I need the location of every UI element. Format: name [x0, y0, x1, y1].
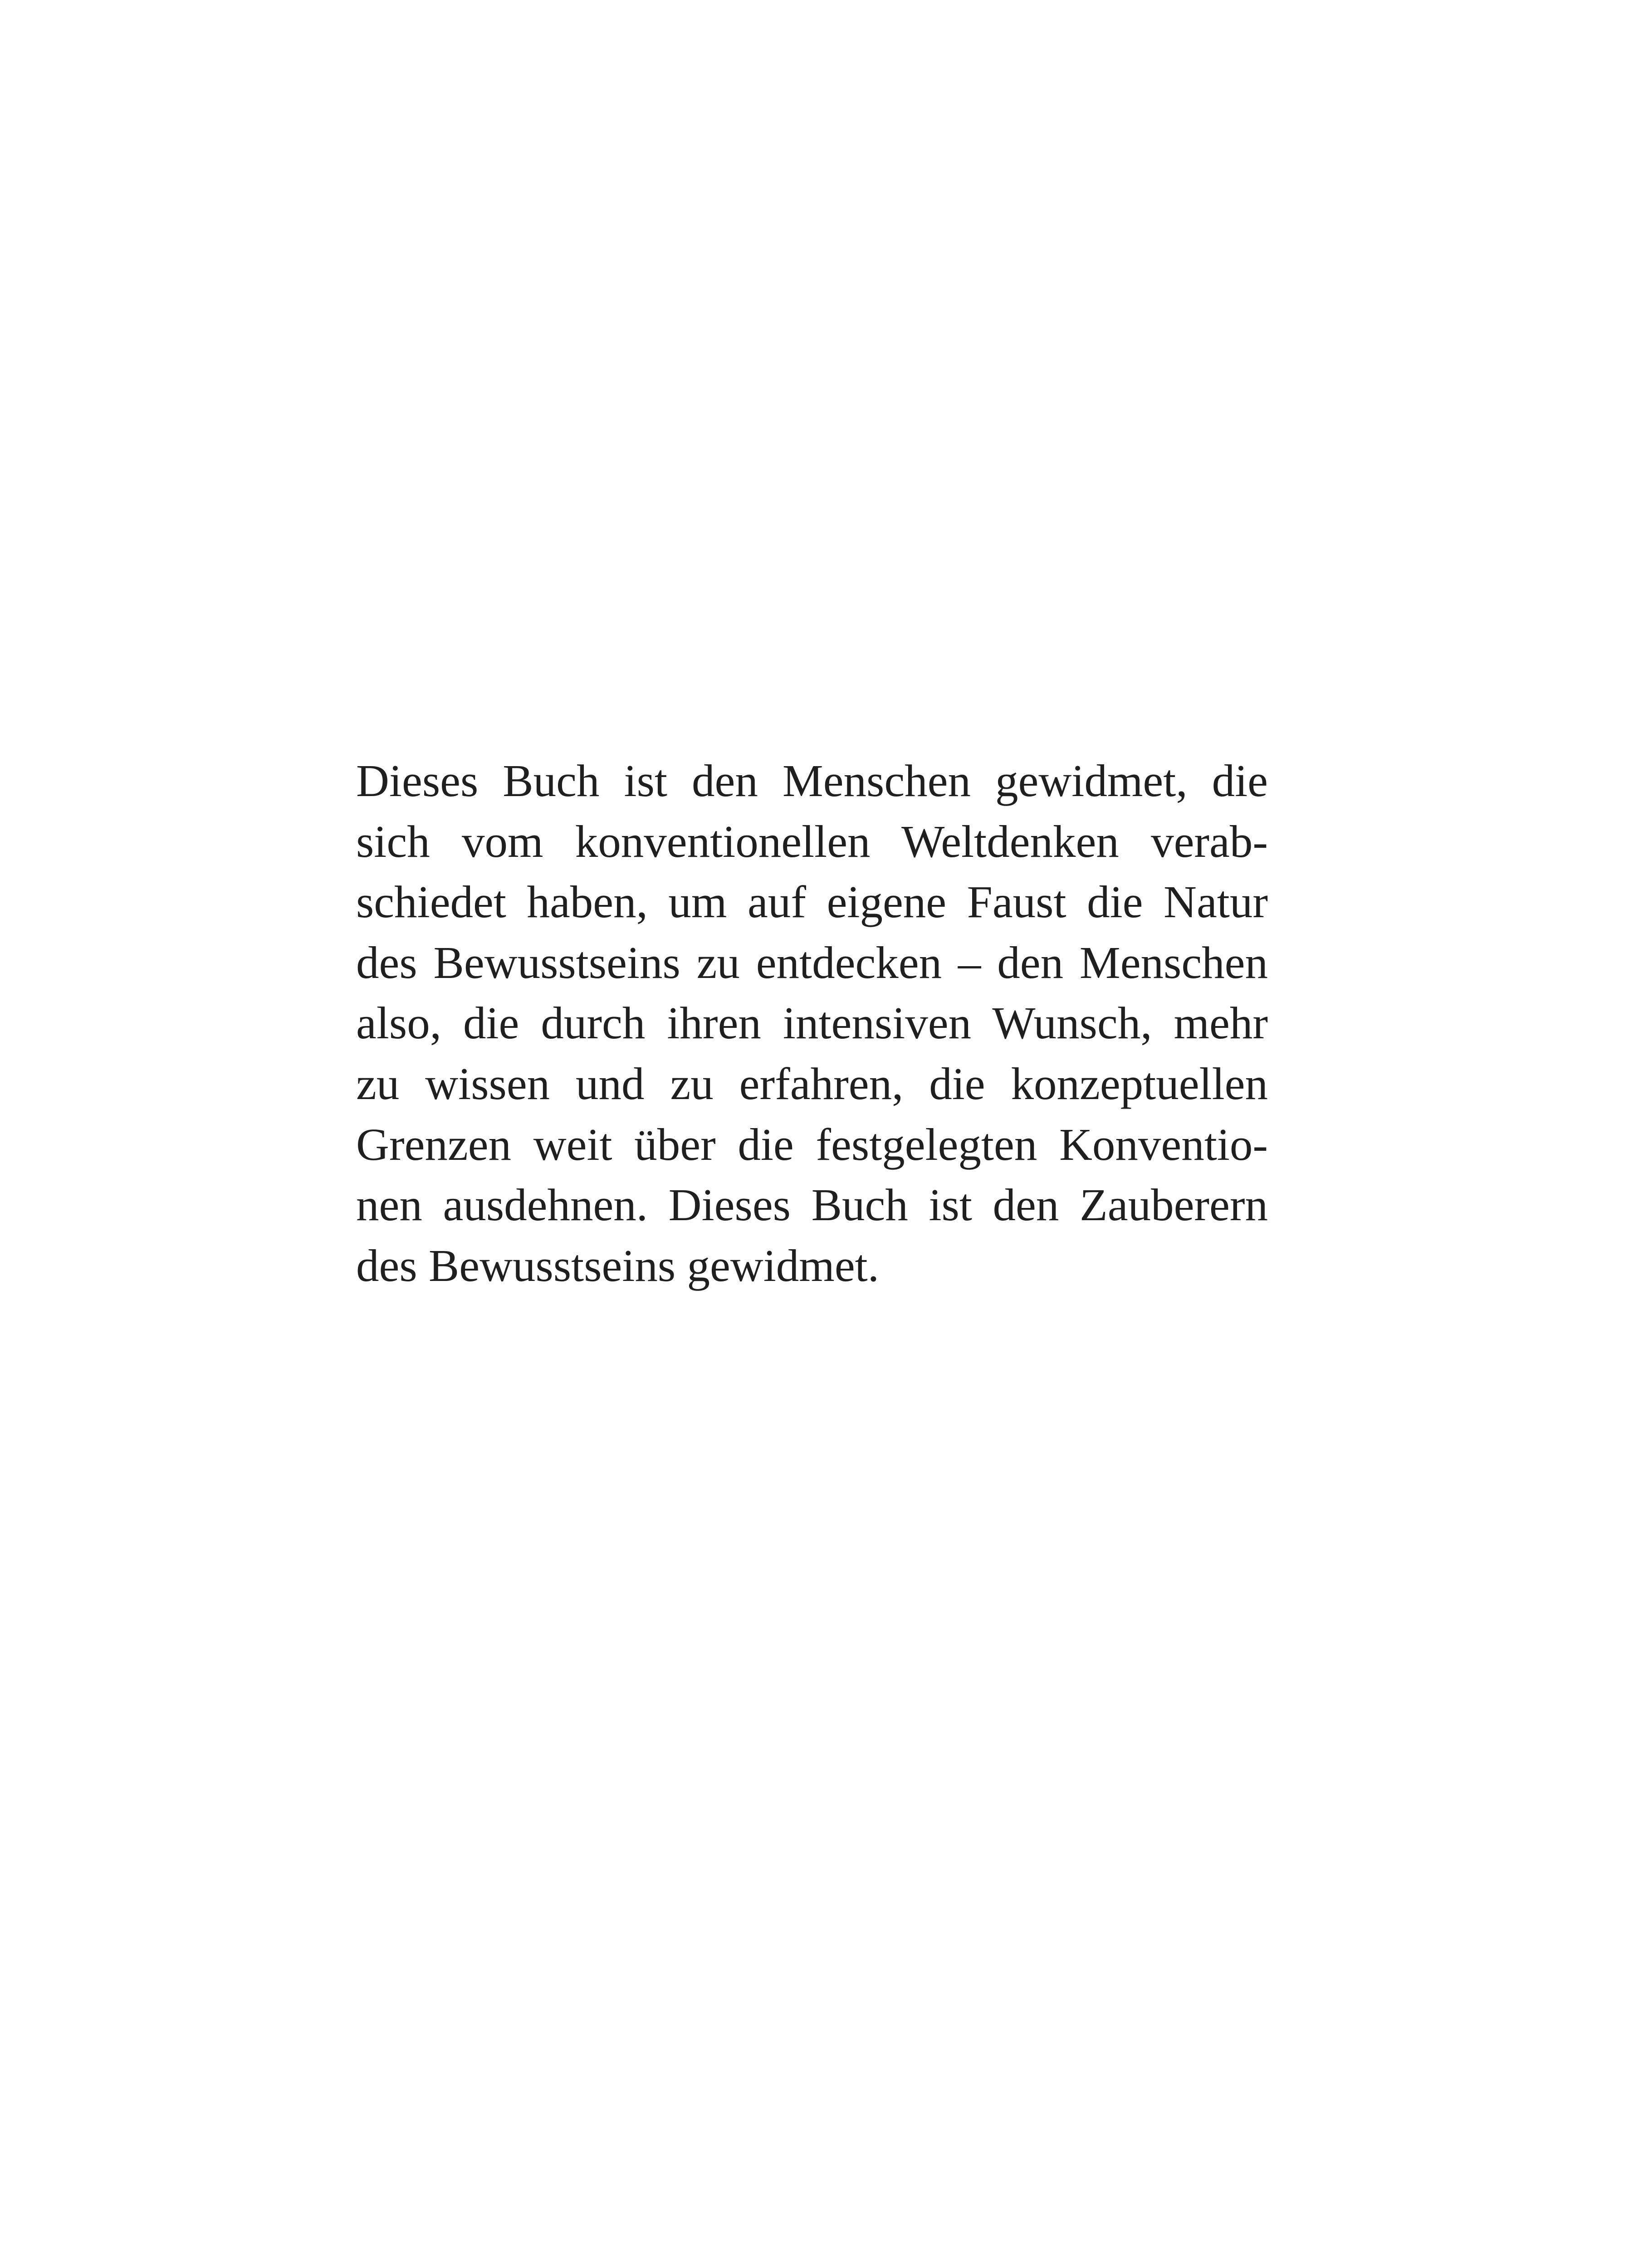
- dedication-line: des Bewusstseins gewidmet.: [356, 1240, 879, 1291]
- dedication-line: nen ausdehnen. Dieses Buch ist den Zauberern: [356, 1179, 1268, 1231]
- dedication-line: Dieses Buch ist den Menschen gewidmet, die: [356, 755, 1268, 806]
- dedication-line: Grenzen weit über die festgelegten Konventio-: [356, 1119, 1268, 1170]
- dedication-text: [356, 751, 1268, 1296]
- dedication-line: schiedet haben, um auf eigene Faust die Natur: [356, 876, 1268, 928]
- dedication-line: zu wissen und zu erfahren, die konzeptuellen: [356, 1058, 1268, 1109]
- dedication-line: sich vom konventionellen Weltdenken verab-: [356, 816, 1268, 867]
- dedication-line: also, die durch ihren intensiven Wunsch, mehr: [356, 997, 1268, 1049]
- dedication-line: des Bewusstseins zu entdecken – den Menschen: [356, 937, 1268, 988]
